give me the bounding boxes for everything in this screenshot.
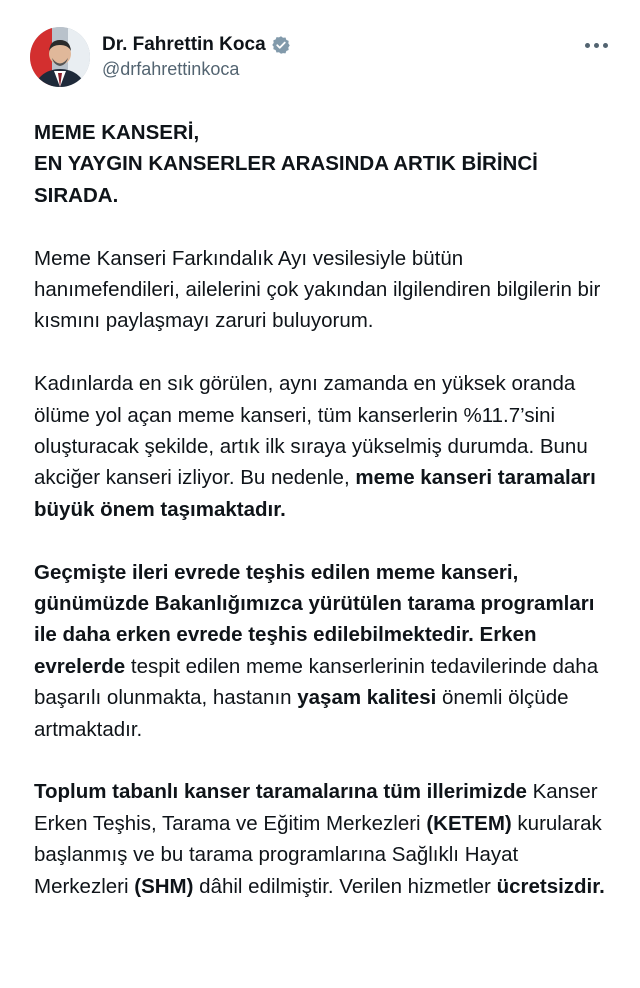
- paragraph-4-bold-2: (KETEM): [426, 811, 512, 835]
- heading-line-1: MEME KANSERİ,: [34, 121, 200, 144]
- avatar-image: [30, 27, 90, 87]
- paragraph-4-text-2: kurularak başlanmış ve bu tarama programlarına Sağlıklı Hayat Merkezleri: [34, 811, 602, 898]
- paragraph-4-bold-4: ücretsizdir.: [496, 874, 605, 898]
- name-line: [102, 34, 291, 56]
- tweet-text: [34, 117, 614, 902]
- paragraph-3: [34, 557, 614, 745]
- avatar[interactable]: [30, 27, 90, 87]
- paragraph-3-text-1: tespit edilen meme kanserlerinin tedavilerinde daha başarılı olunmakta, hastanın: [34, 654, 599, 710]
- paragraph-2-bold: meme kanseri taramaları büyük önem taşımaktadır.: [34, 466, 596, 521]
- verified-badge-icon: [271, 35, 291, 55]
- paragraph-4: [34, 776, 614, 902]
- handle[interactable]: @drfahrettinkoca: [102, 59, 240, 79]
- display-name[interactable]: Dr. Fahrettin Koca: [102, 34, 266, 55]
- tweet-heading: [34, 117, 614, 211]
- more-options-icon[interactable]: [578, 32, 614, 58]
- paragraph-2: [34, 368, 614, 525]
- paragraph-3-text-2: önemli ölçüde artmaktadır.: [34, 686, 569, 741]
- paragraph-3-bold-1: Geçmişte ileri evrede teşhis edilen meme kanseri, günümüzde Bakanlığımızca yürütülen tarama programları ile daha erken evrede teşhis edilebilmektedir. Erken evrelerde: [34, 560, 595, 678]
- heading-line-3: SIRADA.: [34, 183, 119, 207]
- paragraph-2-text: Kadınlarda en sık görülen, aynı zamanda en yüksek oranda ölüme yol açan meme kanseri, tüm kanserlerin %11.7’sini oluşturacak şekilde, artık ilk sıraya yükselmiş durumda. Bunu akciğer kanseri izliyor. Bu nedenle,: [34, 372, 588, 490]
- paragraph-4-bold-1: Toplum tabanlı kanser taramalarına tüm illerimizde: [34, 780, 527, 804]
- heading-line-2: EN YAYGIN KANSERLER ARASINDA ARTIK BİRİNCİ: [34, 152, 538, 176]
- paragraph-1: Meme Kanseri Farkındalık Ayı vesilesiyle bütün hanımefendileri, ailelerini çok yakından ilgilendiren bilgilerin bir kısmını paylaşmayı zaruri buluyorum.: [34, 246, 601, 333]
- paragraph-4-text-1: Kanser Erken Teşhis, Tarama ve Eğitim Merkezleri: [34, 780, 598, 835]
- tweet-header: [0, 0, 640, 100]
- paragraph-3-bold-2: yaşam kalitesi: [297, 686, 437, 710]
- paragraph-4-text-3: dâhil edilmiştir. Verilen hizmetler: [199, 874, 491, 898]
- paragraph-4-bold-3: (SHM): [134, 874, 194, 898]
